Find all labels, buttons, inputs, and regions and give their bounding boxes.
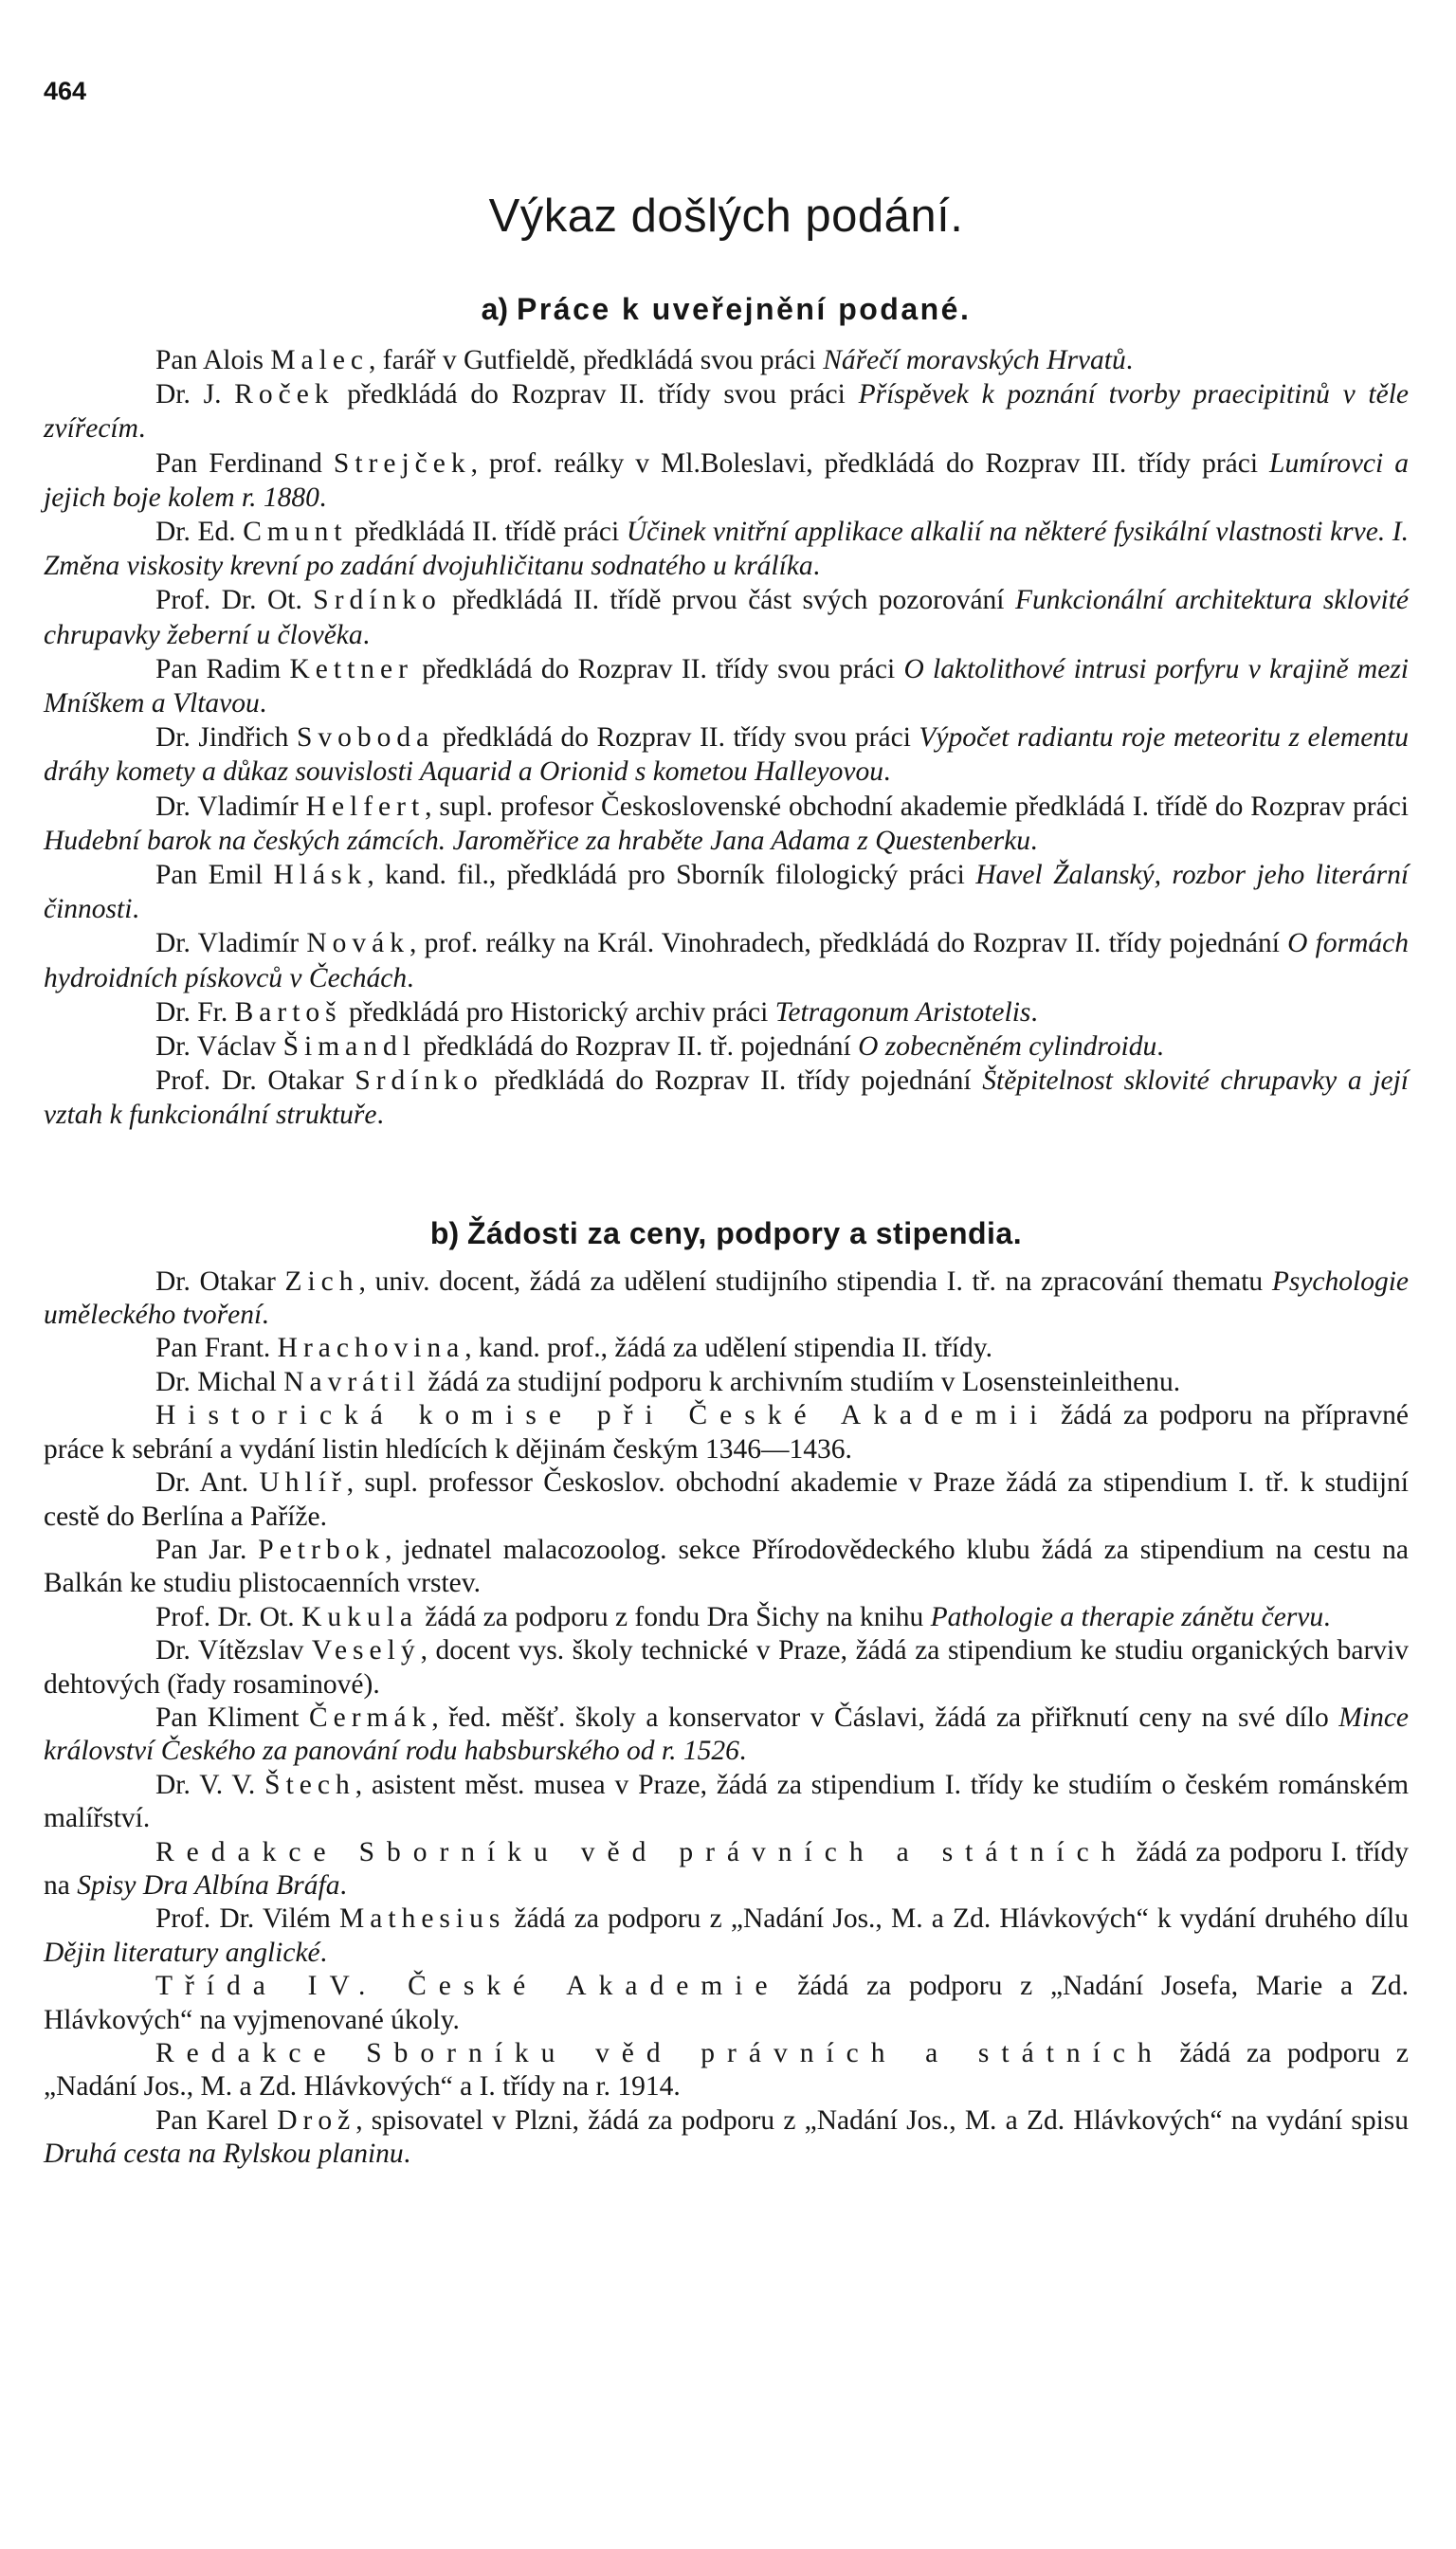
work-title: Psychologie uměleckého tvoření (44, 1265, 1410, 1331)
work-title: Spisy Dra Albína Bráfa (77, 1869, 340, 1901)
person-name: Historická komise při České Akademii (155, 1400, 1050, 1431)
entry-prefix: Dr. Vladimír (155, 791, 299, 822)
list-item (44, 1769, 1409, 1836)
list-item (44, 1466, 1409, 1534)
work-title: Mince království Českého za panování rodu habsburského od r. 1526 (44, 1702, 1410, 1767)
entry-text: předkládá II. třídě práci (347, 517, 627, 548)
list-item (44, 1601, 1409, 1634)
list-item (44, 1634, 1409, 1702)
person-name: Hrachovina (277, 1333, 465, 1364)
entry-end: . (1156, 1031, 1164, 1063)
list-item (44, 1029, 1409, 1064)
section-a (44, 290, 1409, 1133)
entry-text: předkládá do Rozprav II. třídy svou práci (434, 722, 919, 754)
entry-prefix: Pan Ferdinand (155, 447, 322, 479)
person-name: Roček (234, 379, 335, 410)
section-prefix: b) (429, 1215, 460, 1250)
work-title: O zobecněném cylindroidu (858, 1031, 1157, 1063)
person-name: Veselý (311, 1635, 421, 1666)
entry-end: . (319, 1937, 328, 1968)
section-title: Práce k uveřejnění podané. (516, 292, 972, 326)
section-prefix: a) (481, 292, 509, 326)
entry-end: . (407, 962, 414, 993)
entry-text: , kand. fil., předkládá pro Sborník filologický práci (367, 860, 976, 891)
person-name: Malec (270, 345, 370, 375)
page-title: Výkaz došlých podání. (488, 191, 964, 242)
person-name: Čermák (309, 1702, 432, 1733)
entry-end: . (376, 1100, 384, 1131)
entry-prefix: Dr. Ant. (155, 1467, 249, 1499)
entry-prefix: Dr. Václav (155, 1031, 277, 1063)
entry-prefix: Pan Alois (155, 345, 264, 375)
work-title: Výpočet radiantu roje meteoritu z elementu dráhy komety a důkaz souvislosti Aquarid a Orionid s kometou Halleyovou (44, 722, 1409, 788)
person-name: Hlásk (273, 860, 368, 891)
entry-text: , asistent měst. musea v Praze, žádá za stipendium I. třídy ke studiím o českém románském malířství. (44, 1769, 1410, 1834)
entry-text: , kand. prof., žádá za udělení stipendia II. třídy. (464, 1333, 993, 1364)
entry-end: . (1323, 1601, 1331, 1632)
person-name: Srdínko (355, 1065, 483, 1097)
list-item (44, 652, 1409, 720)
work-title: Štěpitelnost sklovité chrupavky a její vztah k funkcionální struktuře (44, 1065, 1409, 1131)
person-name: Helfert (305, 791, 426, 822)
work-title: Účinek vnitřní applikace alkalií na některé fysikální vlastnosti krve. I. Změna viskosity krevní po zadání dvojuhličitanu sodnatého u králíka (44, 517, 1410, 582)
list-item (44, 1970, 1409, 2037)
entry-text: , prof. reálky v Ml.Boleslavi, předkládá do Rozprav III. třídy práci (470, 447, 1270, 479)
entry-end: . (1030, 996, 1038, 1028)
entry-end: . (339, 1869, 347, 1901)
person-name: Redakce Sborníku věd právních a státních (155, 1836, 1128, 1867)
entry-prefix: Prof. Dr. Vilém (155, 1903, 331, 1935)
work-title: Havel Žalanský, rozbor jeho literární činnosti (44, 860, 1410, 925)
list-item (44, 1366, 1409, 1399)
list-item (44, 926, 1409, 994)
person-name: Bartoš (234, 996, 342, 1028)
list-item (44, 1332, 1409, 1365)
entry-prefix: Pan Frant. (155, 1333, 271, 1364)
entry-prefix: Pan Jar. (155, 1534, 247, 1565)
entry-text: , docent vys. školy technické v Praze, žádá za stipendium ke studiu organických barviv dehtových (řady rosaminové). (44, 1635, 1409, 1700)
entry-text: , spisovatel v Plzni, žádá za podporu z „Nadání Jos., M. a Zd. Hlávkových“ na vydání spisu (355, 2104, 1410, 2136)
work-title: Dějin literatury anglické (44, 1937, 320, 1968)
entry-text: , univ. docent, žádá za udělení studijního stipendia I. tř. na zpracování thematu (358, 1265, 1272, 1297)
work-title: Příspěvek k poznání tvorby praecipitinů v těle zvířecím (44, 379, 1410, 445)
entry-prefix: Pan Kliment (155, 1702, 300, 1733)
work-title: Druhá cesta na Rylskou planinu (44, 2139, 404, 2170)
list-item (44, 1534, 1409, 1601)
person-name: Zich (284, 1265, 359, 1297)
list-item (44, 790, 1409, 858)
list-item (44, 1903, 1409, 1970)
person-name: Redakce Sborníku věd právních a státních (155, 2038, 1164, 2069)
section-title: Žádosti za ceny, podpory a stipendia. (466, 1215, 1023, 1250)
person-name: Kukula (301, 1601, 418, 1632)
entry-text: žádá za podporu z fondu Dra Šichy na knihu (417, 1601, 931, 1632)
work-title: O laktolithové intrusi porfyru v krajině mezi Mníškem a Vltavou (44, 653, 1409, 719)
list-item (44, 515, 1409, 583)
list-item (44, 1399, 1409, 1466)
entry-text: , řed. měšť. školy a konservator v Čáslavi, žádá za přiřknutí ceny na své dílo (431, 1702, 1339, 1733)
section-heading (44, 290, 1409, 328)
work-title: Hudební barok na českých zámcích. Jaroměřice za hraběte Jana Adama z Questenberku (44, 825, 1030, 856)
entry-end: . (812, 551, 821, 582)
entry-text: , supl. profesor Československé obchodní akademie předkládá I. třídě do Rozprav práci (425, 791, 1410, 822)
entry-text: , jednatel malacozoolog. sekce Přírodovědeckého klubu žádá za stipendium na cestu na Balkán ke studiu plistocaenních vrstev. (44, 1534, 1409, 1599)
list-item (44, 720, 1409, 789)
person-name: Cmunt (243, 517, 348, 548)
entry-prefix: Dr. Otakar (155, 1265, 276, 1297)
list-item (44, 1836, 1409, 1903)
list-item (44, 995, 1409, 1029)
person-name: Navrátil (283, 1366, 421, 1397)
person-name: Mathesius (339, 1903, 506, 1935)
work-title: Pathologie a therapie zánětu červu (930, 1601, 1324, 1632)
entry-end: . (738, 1736, 747, 1767)
page-number: 464 (44, 77, 87, 105)
person-name: Drož (277, 2104, 356, 2136)
entry-prefix: Dr. Michal (155, 1366, 277, 1397)
person-name: Štech (264, 1769, 355, 1800)
section-heading (44, 1214, 1409, 1252)
list-item (44, 583, 1409, 651)
person-name: Novák (306, 928, 410, 959)
entry-list (44, 343, 1409, 1133)
entry-prefix: Pan Emil (155, 860, 264, 891)
person-name: Petrbok (258, 1534, 386, 1565)
entry-end: . (1029, 825, 1038, 856)
entry-text: žádá za podporu z „Nadání Jos., M. a Zd. Hlávkových“ a I. třídy na r. 1914. (44, 2038, 1409, 2103)
list-item (44, 858, 1409, 926)
entry-text: žádá za podporu z „Nadání Jos., M. a Zd. Hlávkových“ k vydání druhého dílu (505, 1903, 1409, 1935)
entry-text: předkládá do Rozprav II. třídy svou práci (412, 653, 904, 684)
person-name: Srdínko (313, 585, 442, 616)
list-item (44, 2104, 1409, 2172)
entry-end: . (403, 2139, 411, 2170)
entry-text: předkládá II. třídě prvou část svých pozorování (441, 585, 1015, 616)
person-name: Strejček (333, 447, 471, 479)
list-item (44, 1265, 1409, 1333)
entry-end: . (362, 619, 371, 650)
entry-prefix: Dr. Vladimír (155, 928, 300, 959)
section-b (44, 1214, 1409, 2172)
entry-text: předkládá do Rozprav II. třídy svou práci (334, 379, 859, 410)
person-name: Uhlíř (259, 1467, 347, 1499)
entry-end: . (132, 894, 139, 925)
list-item (44, 2037, 1409, 2104)
entry-prefix: Pan Karel (155, 2104, 268, 2136)
entry-text: žádá za podporu I. třídy na (44, 1836, 1409, 1901)
list-item (44, 377, 1409, 446)
work-title: Lumírovci a jejich boje kolem r. 1880 (44, 447, 1409, 513)
person-name: Svoboda (296, 722, 435, 754)
list-item (44, 343, 1409, 377)
entry-prefix: Prof. Dr. Otakar (155, 1065, 344, 1097)
entry-end: . (259, 688, 267, 719)
entry-prefix: Pan Radim (155, 653, 282, 684)
work-title: Tetragonum Aristotelis (774, 996, 1031, 1028)
entry-prefix: Dr. Ed. (155, 517, 236, 548)
person-name: Kettner (289, 653, 413, 684)
work-title: Nářečí moravských Hrvatů (823, 345, 1126, 375)
work-title: O formách hydroidních pískovců v Čechách (44, 928, 1409, 993)
entry-text: , farář v Gutfieldě, předkládá svou práci (369, 345, 824, 375)
entry-end: . (318, 482, 327, 513)
entry-end: . (262, 1300, 269, 1331)
entry-text: předkládá pro Historický archiv práci (341, 996, 775, 1028)
entry-end: . (883, 756, 891, 788)
entry-prefix: Dr. Vítězslav (155, 1635, 304, 1666)
entry-end: . (137, 413, 146, 445)
entry-text: žádá za studijní podporu k archivním studiím v Losensteinleithenu. (420, 1366, 1181, 1397)
entry-prefix: Dr. J. (155, 379, 222, 410)
entry-end: . (1125, 345, 1134, 375)
entry-prefix: Dr. V. V. (155, 1769, 256, 1800)
list-item (44, 1064, 1409, 1132)
entry-prefix: Prof. Dr. Ot. (155, 585, 302, 616)
work-title: Funkcionální architektura sklovité chrupavky žeberní u člověka (44, 585, 1409, 650)
entry-text: , prof. reálky na Král. Vinohradech, předkládá do Rozprav II. třídy pojednání (409, 928, 1288, 959)
entry-prefix: Dr. Fr. (155, 996, 228, 1028)
entry-text: žádá za podporu z „Nadání Josefa, Marie a Zd. Hlávkových“ na vyjmenované úkoly. (44, 1971, 1410, 2035)
list-item (44, 446, 1409, 515)
list-item (44, 1702, 1409, 1769)
entry-prefix: Prof. Dr. Ot. (155, 1601, 295, 1632)
person-name: Třída IV. České Akademie (155, 1971, 780, 2002)
entry-list (44, 1265, 1409, 2172)
entry-prefix: Dr. Jindřich (155, 722, 289, 754)
entry-text: žádá za podporu na přípravné práce k sebrání a vydání listin hledících k dějinám českým 1346—1436. (44, 1400, 1409, 1465)
entry-text: předkládá do Rozprav II. tř. pojednání (415, 1031, 859, 1063)
person-name: Šimandl (282, 1031, 416, 1063)
entry-text: , supl. professor Českoslov. obchodní akademie v Praze žádá za stipendium I. tř. k studijní cestě do Berlína a Paříže. (44, 1467, 1409, 1532)
entry-text: předkládá do Rozprav II. třídy pojednání (482, 1065, 983, 1097)
